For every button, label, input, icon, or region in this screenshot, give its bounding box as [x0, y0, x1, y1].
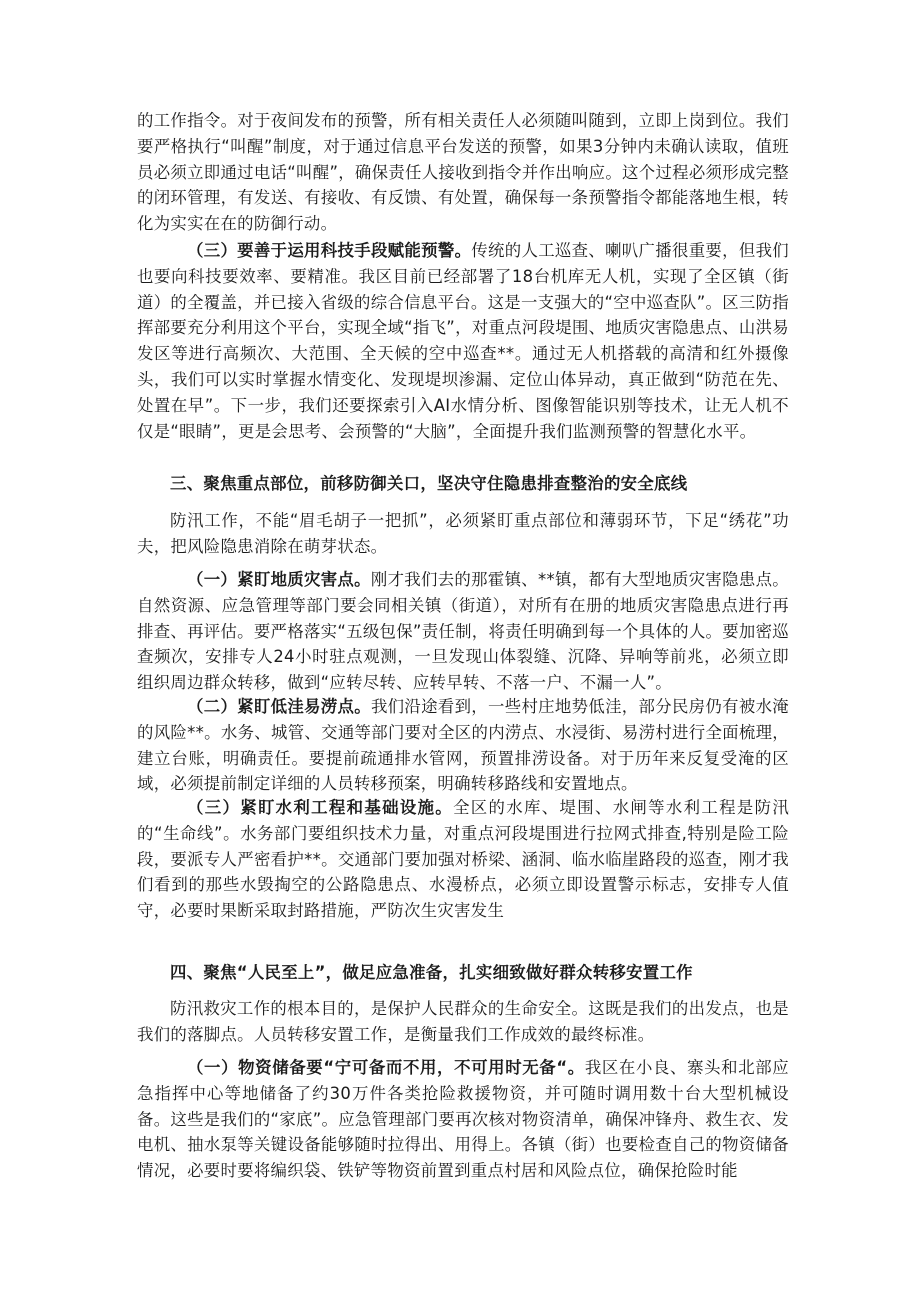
paragraph-material-reserves — [137, 1055, 789, 1184]
section-heading-text: 四、聚焦“人民至上”，做足应急准备，扎实细致做好群众转移安置工作 — [170, 963, 693, 982]
paragraph-key-parts-intro — [137, 508, 789, 560]
paragraph-alert-wakeup — [137, 108, 789, 237]
paragraph-text: 刚才我们去的那霍镇、**镇，都有大型地质灾害隐患点。自然资源、应急管理等部门要会同相关镇（街道），对所有在册的地质灾害隐患点进行再排查、再评估。要严格落实“五级包保”责任制，将责任明确到每一个具体的人。要加密巡查频次，安排专人24小时驻点观测，一旦发现山体裂缝、沉降、异响等前兆，必须立即组织周边群众转移，做到“应转尽转、应转早转、不落一户、不漏一人”。 — [137, 570, 789, 693]
section-heading-four — [137, 960, 789, 986]
paragraph-lead: （一）物资储备要“宁可备而不用，不可用时无备“。 — [187, 1058, 585, 1077]
paragraph-text: 我区在小良、寨头和北部应急指挥中心等地储备了约30万件各类抢险救援物资，并可随时调用数十台大型机械设备。这些是我们的“家底”。应急管理部门要再次核对物资清单，确保冲锋舟、救生衣、发电机、抽水泵等关键设备能够随时拉得出、用得上。各镇（街）也要检查自己的物资储备情况，必要时要将编织袋、铁铲等物资前置到重点村居和风险点位，确保抢险时能 — [137, 1058, 789, 1181]
paragraph-text: 传统的人工巡查、喇叭广播很重要，但我们也要向科技要效率、要精准。我区目前已经部署了18台机库无人机，实现了全区镇（街道）的全覆盖，并已接入省级的综合信息平台。这是一支强大的“空中巡查队”。区三防指挥部要充分利用这个平台，实现全域“指飞”，对重点河段堤围、地质灾害隐患点、山洪易发区等进行高频次、大范围、全天候的空中巡查**。通过无人机搭载的高清和红外摄像头，我们可以实时掌握水情变化、发现堤坝渗漏、定位山体异动，真正做到“防范在先、处置在早”。下一步，我们还要探索引入AI水情分析、图像智能识别等技术，让无人机不仅是“眼睛”，更是会思考、会预警的“大脑”，全面提升我们监测预警的智慧化水平。 — [137, 241, 789, 441]
paragraph-text: 我们沿途看到，一些村庄地势低洼，部分民房仍有被水淹的风险**。水务、城管、交通等部门要对全区的内涝点、水浸街、易涝村进行全面梳理，建立台账，明确责任。要提前疏通排水管网，预置排涝设备。对于历年来反复受淹的区域，必须提前制定详细的人员转移预案，明确转移路线和安置地点。 — [137, 697, 789, 794]
paragraph-lead: （一）紧盯地质灾害点。 — [187, 570, 371, 589]
paragraph-text: 全区的水库、堤围、水闸等水利工程是防汛的“生命线”。水务部门要组织技术力量，对重点河段堤围进行拉网式排查,特别是险工险段，要派专人严密看护**。交通部门要加强对桥梁、涵洞、临水临崖路段的巡查，刚才我们看到的那些水毁掏空的公路隐患点、水漫桥点，必须立即设置警示标志，安排专人值守，必要时果断采取封路措施，严防次生灾害发生 — [137, 798, 790, 921]
paragraph-water-infrastructure — [137, 795, 789, 924]
paragraph-geologic-hazards — [137, 567, 789, 696]
paragraph-lead: （二）紧盯低洼易涝点。 — [187, 697, 371, 716]
paragraph-lead: （三）紧盯水利工程和基础设施。 — [187, 798, 454, 817]
paragraph-people-first-intro — [137, 996, 789, 1048]
paragraph-tech-warning — [137, 238, 789, 444]
paragraph-lead: （三）要善于运用科技手段赋能预警。 — [187, 241, 472, 260]
paragraph-text: 防汛救灾工作的根本目的，是保护人民群众的生命安全。这既是我们的出发点，也是我们的落脚点。人员转移安置工作，是衡量我们工作成效的最终标准。 — [137, 999, 789, 1044]
paragraph-text: 的工作指令。对于夜间发布的预警，所有相关责任人必须随叫随到，立即上岗到位。我们要严格执行“叫醒”制度，对于通过信息平台发送的预警，如果3分钟内未确认读取，值班员必须立即通过电话“叫醒”，确保责任人接收到指令并作出响应。这个过程必须形成完整的闭环管理，有发送、有接收、有反馈、有处置，确保每一条预警指令都能落地生根，转化为实实在在的防御行动。 — [137, 111, 789, 234]
paragraph-text: 防汛工作，不能“眉毛胡子一把抓”，必须紧盯重点部位和薄弱环节，下足“绣花”功夫，把风险隐患消除在萌芽状态。 — [137, 511, 789, 556]
section-heading-three — [137, 471, 789, 497]
section-heading-text: 三、聚焦重点部位，前移防御关口，坚决守住隐患排查整治的安全底线 — [170, 474, 688, 493]
paragraph-low-lying-areas — [137, 694, 789, 797]
